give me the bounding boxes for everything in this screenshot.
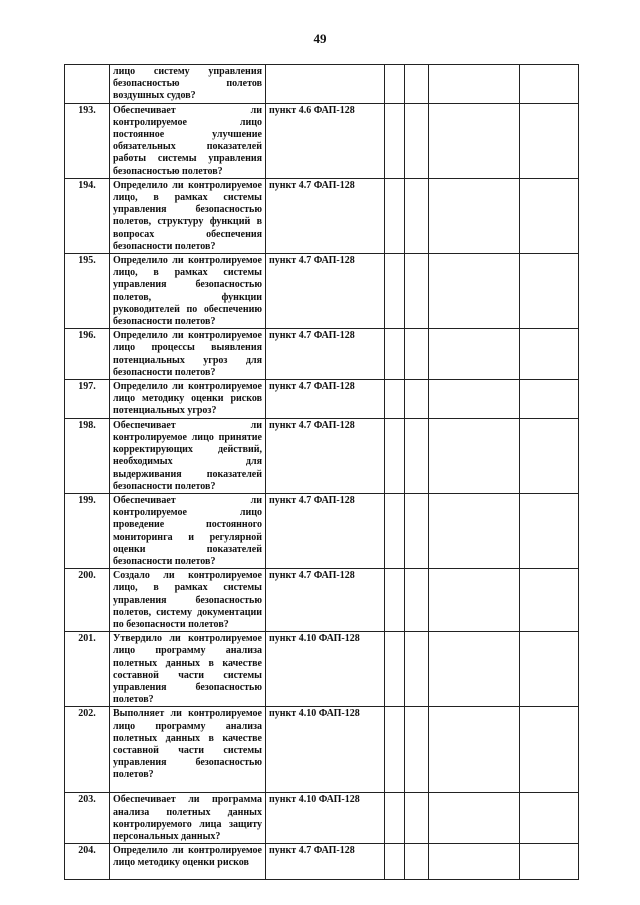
empty-answer-cell bbox=[405, 493, 429, 568]
empty-answer-cell bbox=[385, 418, 405, 493]
empty-answer-cell bbox=[429, 707, 520, 793]
empty-answer-cell bbox=[385, 380, 405, 419]
empty-answer-cell bbox=[520, 418, 579, 493]
empty-answer-cell bbox=[405, 103, 429, 178]
requirement-reference-cell: пункт 4.7 ФАП-128 bbox=[266, 493, 385, 568]
requirement-reference-cell: пункт 4.7 ФАП-128 bbox=[266, 844, 385, 880]
empty-answer-cell bbox=[405, 178, 429, 253]
empty-answer-cell bbox=[429, 329, 520, 380]
question-cell: Определило ли контролируемое лицо, в рамках системы управления безопасностью полетов, структуру функций в вопросах обеспечения безопасности полетов? bbox=[110, 178, 266, 253]
empty-answer-cell bbox=[520, 329, 579, 380]
empty-answer-cell bbox=[429, 793, 520, 844]
empty-answer-cell bbox=[405, 418, 429, 493]
empty-answer-cell bbox=[429, 178, 520, 253]
requirement-reference-cell: пункт 4.7 ФАП-128 bbox=[266, 418, 385, 493]
table-row bbox=[65, 178, 579, 253]
table-row bbox=[65, 103, 579, 178]
empty-answer-cell bbox=[520, 632, 579, 707]
empty-answer-cell bbox=[385, 254, 405, 329]
empty-answer-cell bbox=[385, 793, 405, 844]
table-row bbox=[65, 632, 579, 707]
empty-answer-cell bbox=[520, 569, 579, 632]
empty-answer-cell bbox=[385, 178, 405, 253]
table-row bbox=[65, 418, 579, 493]
requirement-reference-cell: пункт 4.10 ФАП-128 bbox=[266, 793, 385, 844]
empty-answer-cell bbox=[385, 493, 405, 568]
empty-answer-cell bbox=[429, 380, 520, 419]
empty-answer-cell bbox=[429, 569, 520, 632]
empty-answer-cell bbox=[429, 254, 520, 329]
question-cell: Определило ли контролируемое лицо методику оценки рисков потенциальных угроз? bbox=[110, 380, 266, 419]
empty-answer-cell bbox=[405, 632, 429, 707]
table-row bbox=[65, 707, 579, 793]
empty-answer-cell bbox=[385, 844, 405, 880]
requirement-reference-cell: пункт 4.7 ФАП-128 bbox=[266, 329, 385, 380]
empty-answer-cell bbox=[385, 103, 405, 178]
table-row bbox=[65, 844, 579, 880]
checklist-table bbox=[64, 64, 579, 880]
question-cell: Определило ли контролируемое лицо методику оценки рисков bbox=[110, 844, 266, 880]
requirement-reference-cell: пункт 4.7 ФАП-128 bbox=[266, 178, 385, 253]
table-row bbox=[65, 493, 579, 568]
row-number: 198. bbox=[65, 418, 110, 493]
empty-answer-cell bbox=[520, 793, 579, 844]
table-row bbox=[65, 380, 579, 419]
row-number: 193. bbox=[65, 103, 110, 178]
empty-answer-cell bbox=[429, 493, 520, 568]
row-number: 201. bbox=[65, 632, 110, 707]
requirement-reference-cell: пункт 4.7 ФАП-128 bbox=[266, 254, 385, 329]
table-row bbox=[65, 329, 579, 380]
table-row bbox=[65, 793, 579, 844]
requirement-reference-cell: пункт 4.6 ФАП-128 bbox=[266, 103, 385, 178]
empty-answer-cell bbox=[429, 103, 520, 178]
empty-answer-cell bbox=[385, 569, 405, 632]
question-cell: Обеспечивает ли контролируемое лицо принятие корректирующих действий, необходимых для выдерживания показателей безопасности полетов? bbox=[110, 418, 266, 493]
table-row bbox=[65, 569, 579, 632]
empty-answer-cell bbox=[520, 103, 579, 178]
empty-answer-cell bbox=[405, 707, 429, 793]
empty-answer-cell bbox=[405, 793, 429, 844]
question-cell: Выполняет ли контролируемое лицо программу анализа полетных данных в качестве составной части системы управления безопасностью полетов? bbox=[110, 707, 266, 793]
empty-answer-cell bbox=[520, 844, 579, 880]
row-number: 199. bbox=[65, 493, 110, 568]
question-cell: лицо систему управления безопасностью полетов воздушных судов? bbox=[110, 65, 266, 104]
empty-answer-cell bbox=[405, 329, 429, 380]
empty-answer-cell bbox=[405, 254, 429, 329]
requirement-reference-cell: пункт 4.10 ФАП-128 bbox=[266, 707, 385, 793]
requirement-reference-cell: пункт 4.7 ФАП-128 bbox=[266, 569, 385, 632]
empty-answer-cell bbox=[520, 65, 579, 104]
question-cell: Обеспечивает ли контролируемое лицо постоянное улучшение обязательных показателей работы системы управления безопасностью полетов? bbox=[110, 103, 266, 178]
empty-answer-cell bbox=[429, 418, 520, 493]
empty-answer-cell bbox=[429, 632, 520, 707]
row-number: 200. bbox=[65, 569, 110, 632]
empty-answer-cell bbox=[405, 844, 429, 880]
question-cell: Утвердило ли контролируемое лицо программу анализа полетных данных в качестве составной части системы управления безопасностью полетов? bbox=[110, 632, 266, 707]
requirement-reference-cell bbox=[266, 65, 385, 104]
row-number: 196. bbox=[65, 329, 110, 380]
row-number bbox=[65, 65, 110, 104]
empty-answer-cell bbox=[385, 65, 405, 104]
empty-answer-cell bbox=[520, 380, 579, 419]
question-cell: Определило ли контролируемое лицо, в рамках системы управления безопасностью полетов, функции руководителей по обеспечению безопасности полетов? bbox=[110, 254, 266, 329]
table-row bbox=[65, 254, 579, 329]
empty-answer-cell bbox=[520, 707, 579, 793]
empty-answer-cell bbox=[405, 65, 429, 104]
table-row bbox=[65, 65, 579, 104]
row-number: 195. bbox=[65, 254, 110, 329]
empty-answer-cell bbox=[429, 844, 520, 880]
row-number: 197. bbox=[65, 380, 110, 419]
row-number: 204. bbox=[65, 844, 110, 880]
empty-answer-cell bbox=[405, 569, 429, 632]
question-cell: Обеспечивает ли контролируемое лицо проведение постоянного мониторинга и регулярной оценки показателей безопасности полетов? bbox=[110, 493, 266, 568]
empty-answer-cell bbox=[385, 707, 405, 793]
question-cell: Определило ли контролируемое лицо процессы выявления потенциальных угроз для безопасности полетов? bbox=[110, 329, 266, 380]
empty-answer-cell bbox=[520, 493, 579, 568]
page-number: 49 bbox=[313, 31, 327, 46]
requirement-reference-cell: пункт 4.10 ФАП-128 bbox=[266, 632, 385, 707]
row-number: 194. bbox=[65, 178, 110, 253]
question-cell: Создало ли контролируемое лицо, в рамках системы управления безопасностью полетов, систему документации по безопасности полетов? bbox=[110, 569, 266, 632]
empty-answer-cell bbox=[520, 254, 579, 329]
empty-answer-cell bbox=[385, 329, 405, 380]
requirement-reference-cell: пункт 4.7 ФАП-128 bbox=[266, 380, 385, 419]
question-cell: Обеспечивает ли программа анализа полетных данных контролируемого лица защиту персональных данных? bbox=[110, 793, 266, 844]
empty-answer-cell bbox=[520, 178, 579, 253]
empty-answer-cell bbox=[429, 65, 520, 104]
row-number: 202. bbox=[65, 707, 110, 793]
row-number: 203. bbox=[65, 793, 110, 844]
empty-answer-cell bbox=[385, 632, 405, 707]
empty-answer-cell bbox=[405, 380, 429, 419]
